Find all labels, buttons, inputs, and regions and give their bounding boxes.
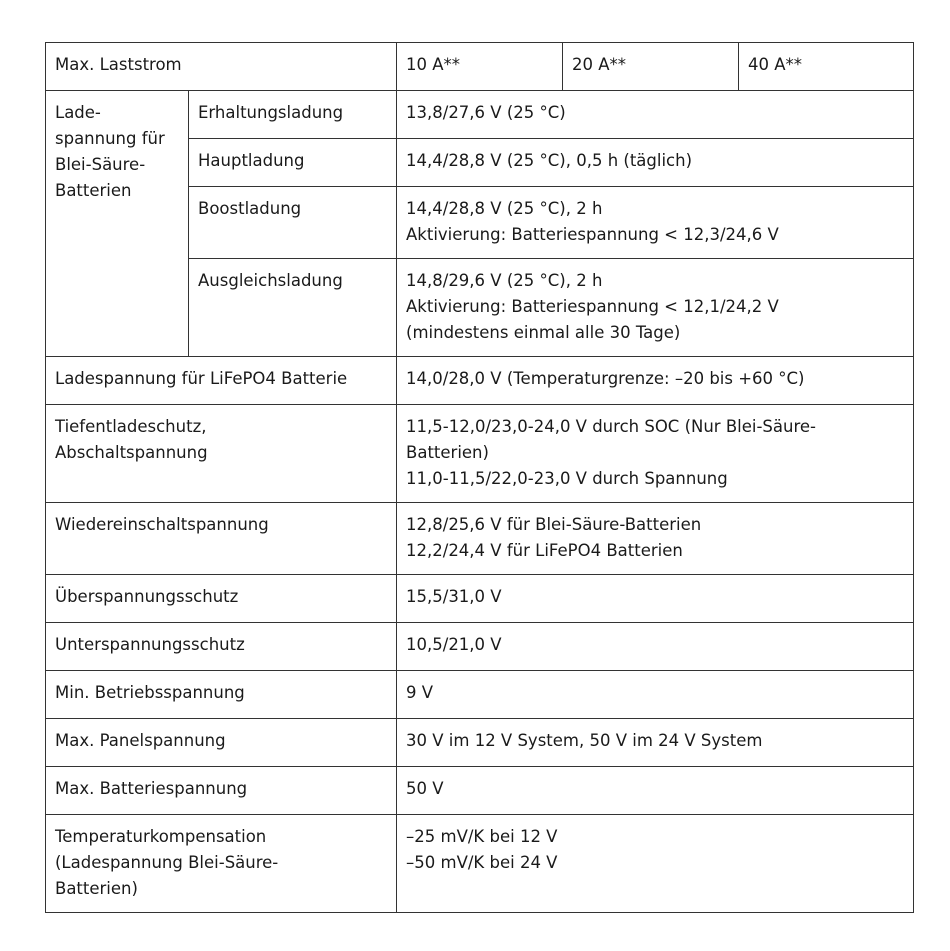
table-row [46, 671, 914, 719]
spec-table [45, 42, 914, 913]
row-label: Ladespannung für LiFePO4 Batterie [46, 357, 397, 405]
row-value: 13,8/27,6 V (25 °C) [397, 91, 914, 139]
row-label: Wiedereinschaltspannung [46, 503, 397, 575]
row-value: 14,4/28,8 V (25 °C), 2 h Aktivierung: Batteriespannung < 12,3/24,6 V [397, 187, 914, 259]
row-value: 12,8/25,6 V für Blei-Säure-Batterien 12,2/24,4 V für LiFePO4 Batterien [397, 503, 914, 575]
table-row [46, 503, 914, 575]
header-row [46, 43, 914, 91]
model-10a-cell: 10 A** [397, 43, 563, 91]
float-charge-row [46, 91, 914, 139]
row-value: –25 mV/K bei 12 V –50 mV/K bei 24 V [397, 815, 914, 913]
row-label: Boostladung [189, 187, 397, 259]
row-label: Temperaturkompensation (Ladespannung Blei-Säure- Batterien) [46, 815, 397, 913]
row-value: 50 V [397, 767, 914, 815]
row-value: 14,0/28,0 V (Temperaturgrenze: –20 bis +60 °C) [397, 357, 914, 405]
row-label: Tiefentladeschutz, Abschaltspannung [46, 405, 397, 503]
table-row [46, 575, 914, 623]
row-value: 30 V im 12 V System, 50 V im 24 V System [397, 719, 914, 767]
row-label: Max. Panelspannung [46, 719, 397, 767]
row-label: Max. Batteriespannung [46, 767, 397, 815]
table-row [46, 815, 914, 913]
model-40a-cell: 40 A** [739, 43, 914, 91]
row-label: Hauptladung [189, 139, 397, 187]
row-label: Erhaltungsladung [189, 91, 397, 139]
table-row [46, 405, 914, 503]
row-label: Überspannungsschutz [46, 575, 397, 623]
lead-acid-group-label: Lade- spannung für Blei-Säure- Batterien [46, 91, 189, 357]
table-row [46, 719, 914, 767]
row-value: 14,8/29,6 V (25 °C), 2 h Aktivierung: Batteriespannung < 12,1/24,2 V (mindestens einmal alle 30 Tage) [397, 259, 914, 357]
row-value: 11,5-12,0/23,0-24,0 V durch SOC (Nur Blei-Säure- Batterien) 11,0-11,5/22,0-23,0 V durch Spannung [397, 405, 914, 503]
row-label: Ausgleichsladung [189, 259, 397, 357]
row-value: 10,5/21,0 V [397, 623, 914, 671]
row-label: Unterspannungsschutz [46, 623, 397, 671]
row-label: Min. Betriebsspannung [46, 671, 397, 719]
row-value: 15,5/31,0 V [397, 575, 914, 623]
row-value: 9 V [397, 671, 914, 719]
max-load-current-label: Max. Laststrom [46, 43, 397, 91]
row-value: 14,4/28,8 V (25 °C), 0,5 h (täglich) [397, 139, 914, 187]
table-row [46, 767, 914, 815]
table-row [46, 623, 914, 671]
model-20a-cell: 20 A** [563, 43, 739, 91]
table-row [46, 357, 914, 405]
